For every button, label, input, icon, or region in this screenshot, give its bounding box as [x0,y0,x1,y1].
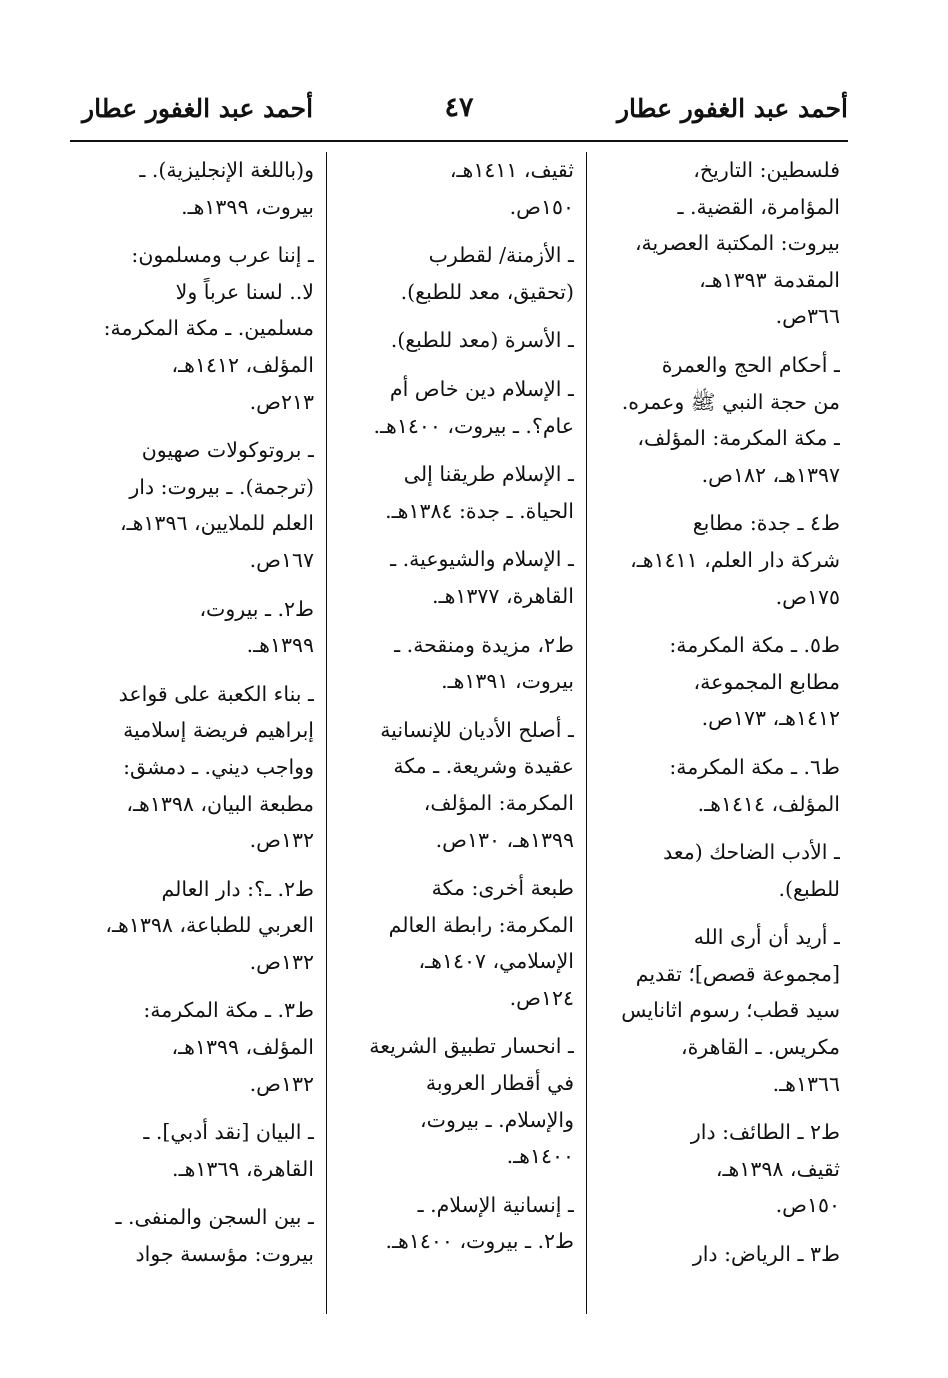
text-column-left [76,152,314,1378]
bibliography-entry: و(باللغة الإنجليزية). ـ بيروت، ١٣٩٩هـ. [139,158,314,219]
bibliography-entry: ـ الأسرة (معد للطبع). [390,328,574,353]
bibliography-entry: ط٤ ـ جدة: مطابع شركة دار العلم، ١٤١١هـ، ١٧٥ص. [630,511,840,609]
bibliography-entry: ـ أحكام الحج والعمرة من حجة النبي ﷺ وعمره. ـ مكة المكرمة: المؤلف، ١٣٩٧هـ، ١٨٢ص. [621,352,840,487]
bibliography-entry: ط٦. ـ مكة المكرمة: المؤلف، ١٤١٤هـ. [669,754,840,816]
page-number: ٤٧ [444,92,474,123]
bibliography-entry: ط٣ ـ الرياض: دار [692,1242,840,1267]
running-header [70,88,848,142]
bibliography-entry: ـ البيان [نقد أدبي]. ـ القاهرة، ١٣٦٩هـ. [143,1120,314,1181]
bibliography-entry: ـ الإسلام دين خاص أم عام؟. ـ بيروت، ١٤٠٠هـ. [373,376,574,438]
header-author-left: أحمد عبد الغفور عطار [82,94,314,123]
bibliography-entry: ـ أريد أن أرى الله [مجموعة قصص]؛ تقديم سيد قطب؛ رسوم اثانايس مكريس. ـ القاهرة، ١٣٦٦هـ. [621,925,840,1096]
bibliography-entry: ط٢. ـ بيروت، ١٣٩٩هـ. [199,596,314,658]
header-author-right: أحمد عبد الغفور عطار [616,94,848,123]
bibliography-entry: ـ بين السجن والمنفى. ـ بيروت: مؤسسة جواد [115,1205,314,1267]
bibliography-entry: ثقيف، ١٤١١هـ، ١٥٠ص. [449,158,574,219]
bibliography-entry: ـ إننا عرب ومسلمون: لا.. لسنا عرباً ولا مسلمين. ـ مكة المكرمة: المؤلف، ١٤١٢هـ، ٢١٣ص. [103,243,314,414]
bibliography-entry: ط٥. ـ مكة المكرمة: مطابع المجموعة، ١٤١٢هـ، ١٧٣ص. [669,633,840,731]
bibliography-entry: فلسطين: التاريخ، المؤامرة، القضية. ـ بيروت: المكتبة العصرية، المقدمة ١٣٩٣هـ، ٣٦٦ص. [634,158,840,329]
bibliography-entry: ـ الأزمنة/ لقطرب (تحقيق، معد للطبع). [400,243,574,304]
bibliography-entry: ط٣. ـ مكة المكرمة: المؤلف، ١٣٩٩هـ، ١٣٢ص. [143,998,314,1096]
bibliography-entry: ـ إنسانية الإسلام. ـ ط٢. ـ بيروت، ١٤٠٠هـ. [385,1192,574,1254]
bibliography-entry: ط٢، مزيدة ومنقحة. ـ بيروت، ١٣٩١هـ. [394,632,574,694]
column-divider [586,152,587,1314]
bibliography-entry: ـ بروتوكولات صهيون (ترجمة). ـ بيروت: دار العلم للملايين، ١٣٩٦هـ، ١٦٧ص. [119,438,314,572]
bibliography-entry: ـ أصلح الأديان للإنسانية عقيدة وشريعة. ـ مكة المكرمة: المؤلف، ١٣٩٩هـ، ١٣٠ص. [380,717,574,852]
text-column-middle [338,152,574,1378]
bibliography-entry: ـ الإسلام طريقنا إلى الحياة. ـ جدة: ١٣٨٤هـ. [385,462,574,523]
bibliography-entry: ط٢ ـ الطائف: دار ثقيف، ١٣٩٨هـ، ١٥٠ص. [690,1120,840,1218]
bibliography-entry: ـ انحسار تطبيق الشريعة في أقطار العروبة والإسلام. ـ بيروت، ١٤٠٠هـ. [369,1034,574,1169]
bibliography-entry: طبعة أخرى: مكة المكرمة: رابطة العالم الإسلامي، ١٤٠٧هـ، ١٢٤ص. [388,876,574,1010]
bibliography-entry: ـ الإسلام والشيوعية. ـ القاهرة، ١٣٧٧هـ. [390,547,574,608]
bibliography-entry: ط٢. ـ؟: دار العالم العربي للطباعة، ١٣٩٨هـ، ١٣٢ص. [105,876,314,974]
column-divider [326,152,327,1314]
bibliography-entry: ـ الأدب الضاحك (معد للطبع). [663,840,840,901]
text-column-right [598,152,840,1378]
bibliography-entry: ـ بناء الكعبة على قواعد إبراهيم فريضة إسلامية وواجب ديني. ـ دمشق: مطبعة البيان، ١٣٩٨هـ، ١٣٢ص. [118,681,314,853]
